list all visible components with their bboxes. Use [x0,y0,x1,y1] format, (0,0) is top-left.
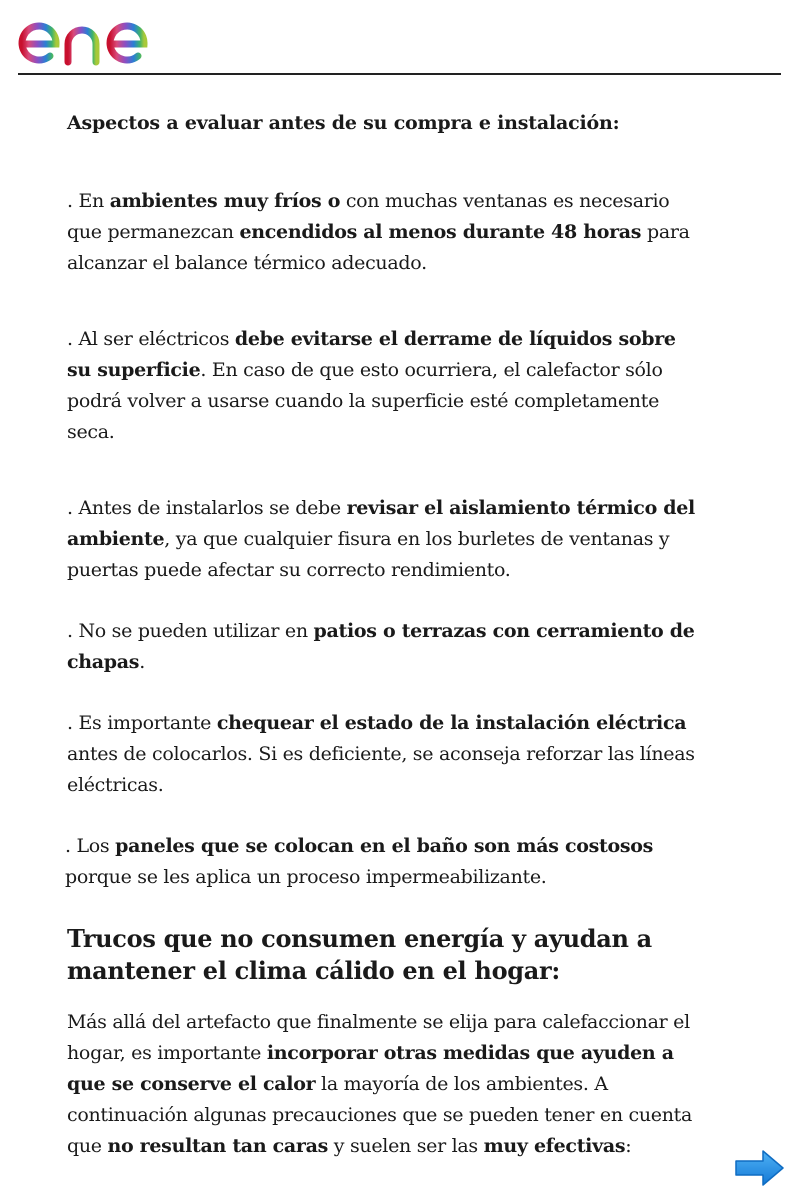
list-item: . Los paneles que se colocan en el baño son más costosos porque se les aplica un proceso impermeabilizante. [65,835,654,888]
list-item: . Es importante chequear el estado de la instalación eléctrica antes de colocarlos. Si es deficiente, se aconseja reforzar las líneas eléctricas. [67,712,695,796]
article-body [67,108,697,1162]
closing-paragraph: Más allá del artefacto que finalmente se elija para calefaccionar el hogar, es importante incorporar otras medidas que ayuden a que se conserve el calor la mayoría de los ambientes. A continuación algunas precauciones que se pueden tener en cuenta que no resultan tan caras y suelen ser las muy efectivas: [67,1011,693,1157]
page-header [0,0,800,76]
tips-heading: Trucos que no consumen energía y ayudan a mantener el clima cálido en el hogar: [67,924,652,985]
list-item: . Al ser eléctricos debe evitarse el derrame de líquidos sobre su superficie. En caso de que esto ocurriera, el calefactor sólo podrá volver a usarse cuando la superficie esté completamente seca. [67,328,676,443]
enel-logo[interactable] [16,4,180,66]
enel-logo-text: enel [16,4,19,5]
list-item: . Antes de instalarlos se debe revisar el aislamiento térmico del ambiente, ya que cualquier fisura en los burletes de ventanas y puertas puede afectar su correcto rendimiento. [67,497,695,581]
arrow-right-icon[interactable] [733,1148,785,1188]
list-item: . No se pueden utilizar en patios o terrazas con cerramiento de chapas. [67,620,695,673]
header-divider [18,73,781,75]
section-heading: Aspectos a evaluar antes de su compra e instalación: [67,112,620,134]
list-item: . En ambientes muy fríos o con muchas ventanas es necesario que permanezcan encendidos al menos durante 48 horas para alcanzar el balance térmico adecuado. [67,190,690,274]
